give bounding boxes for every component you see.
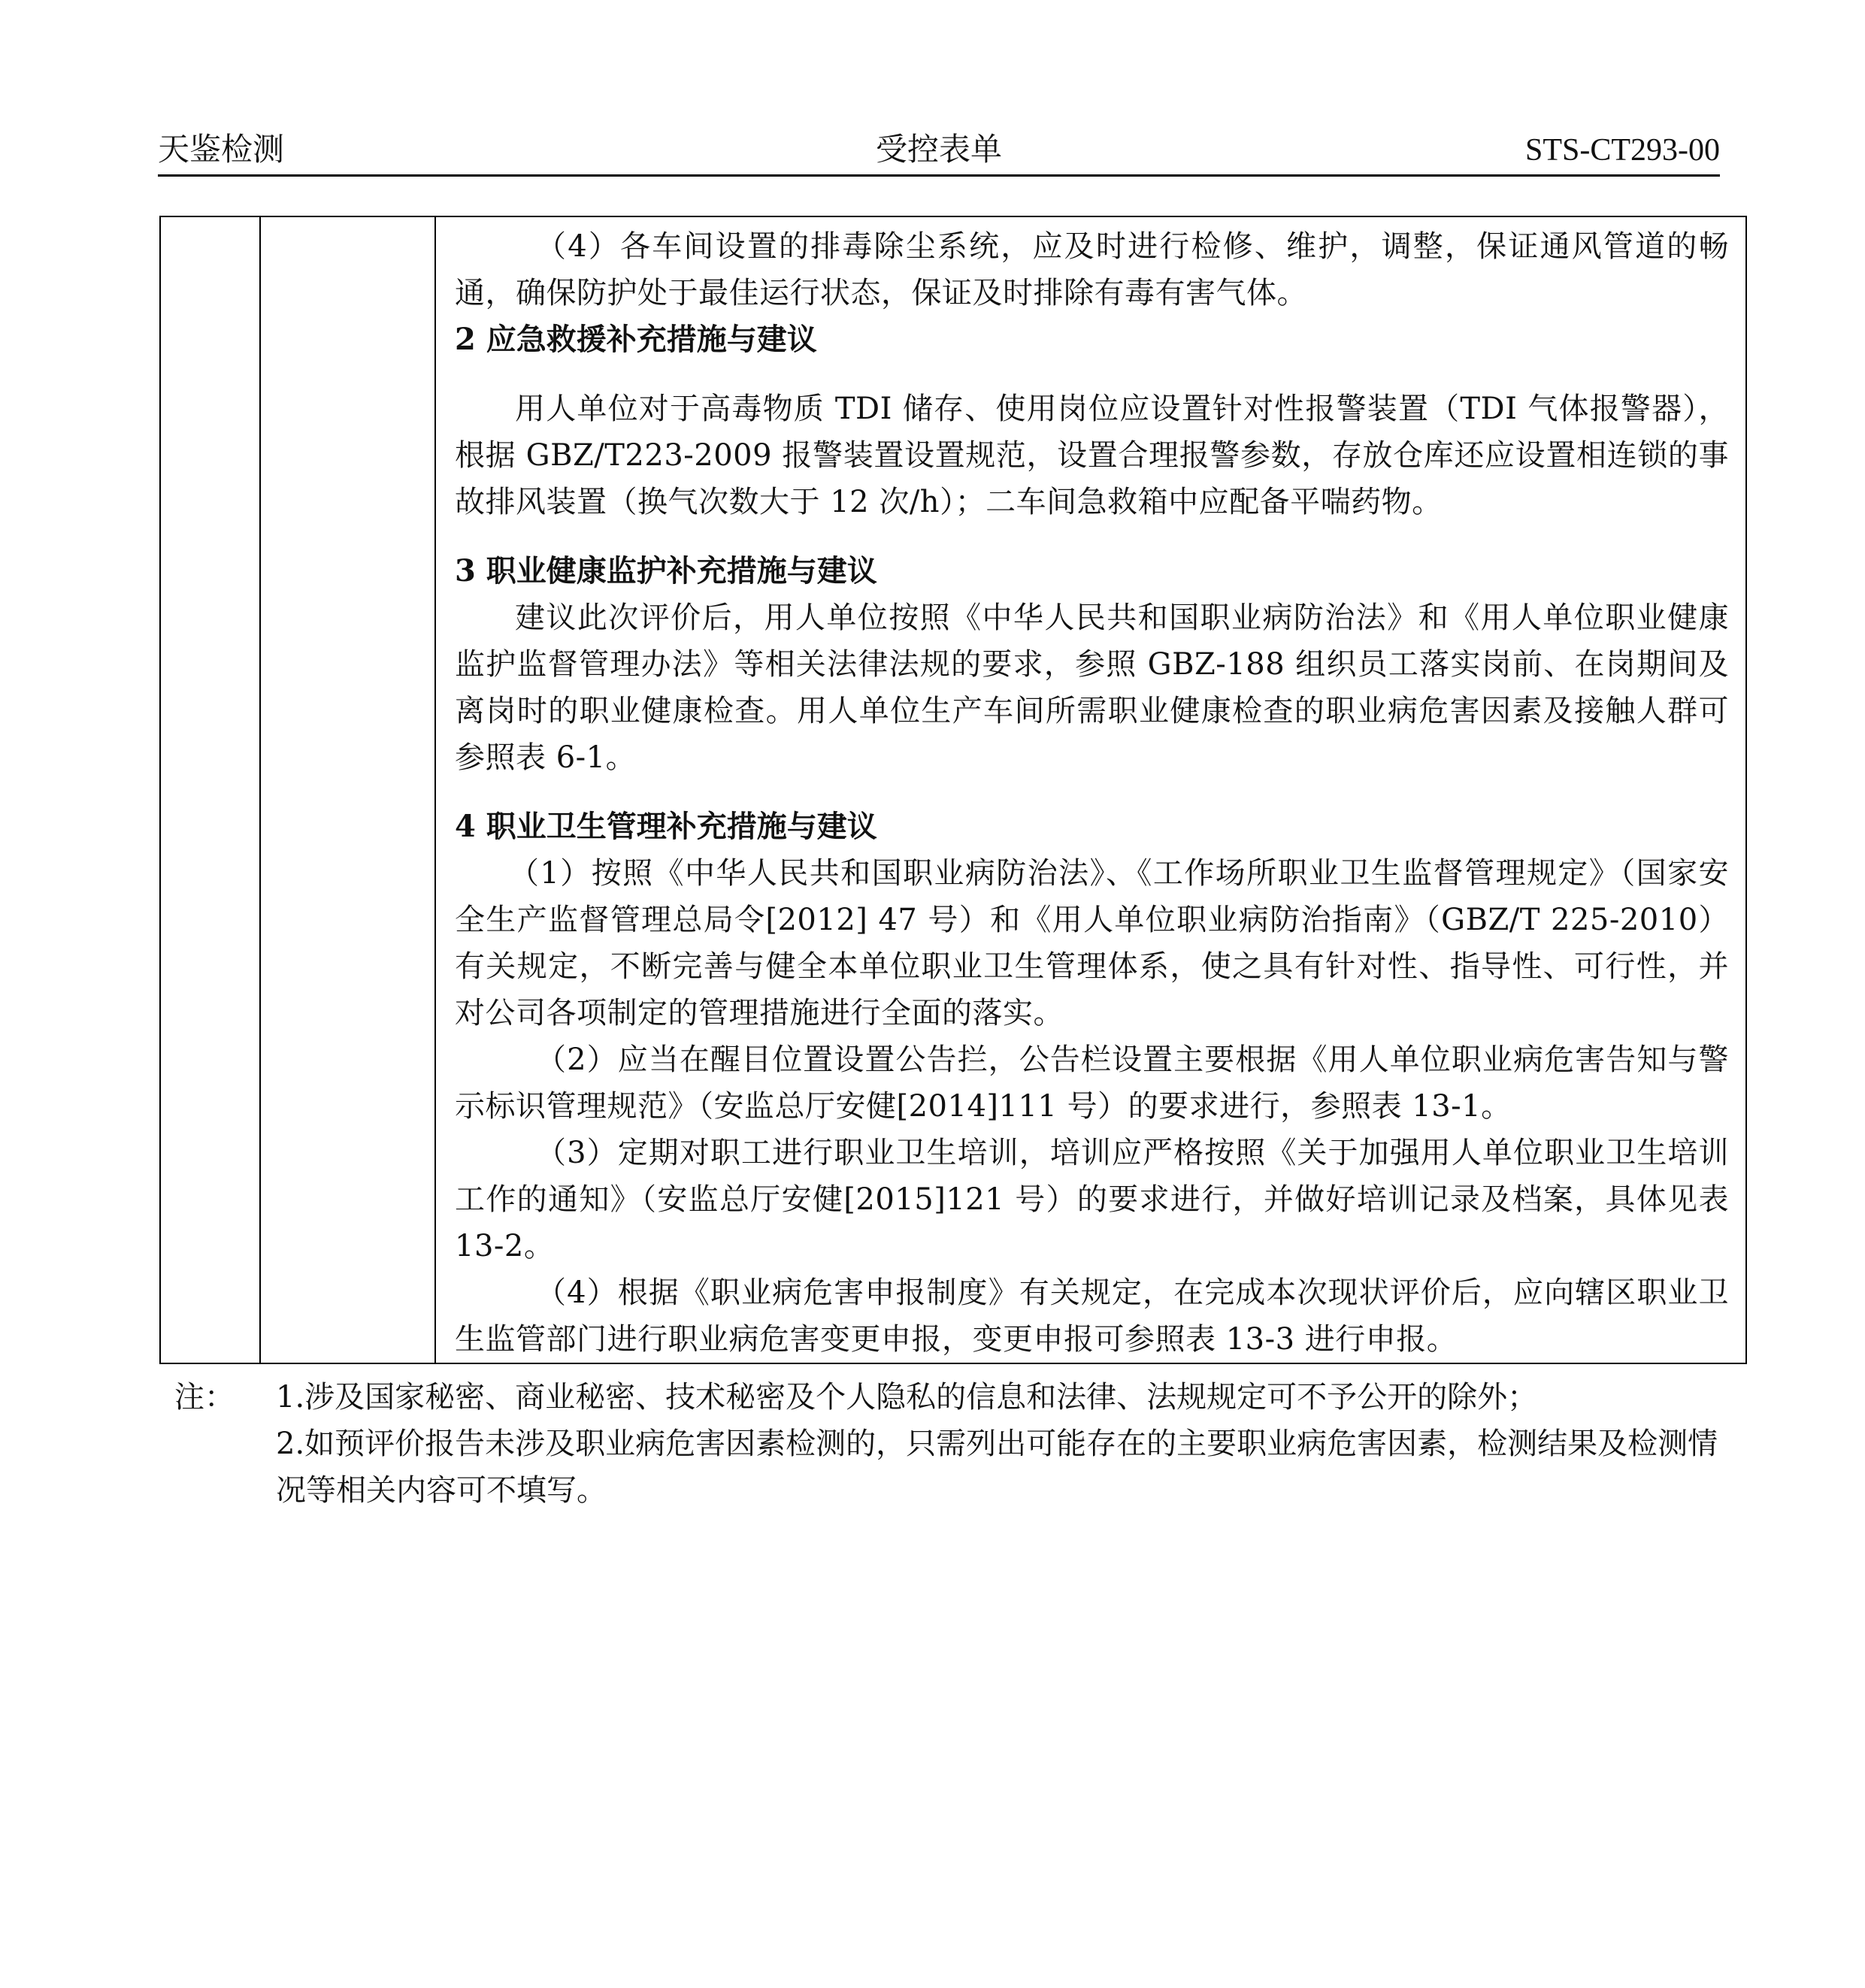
table-row: [160, 216, 1746, 1363]
content-cell: [435, 216, 1746, 1363]
ventilation-paragraph: （4）各车间设置的排毒除尘系统，应及时进行检修、维护，调整，保证通风管道的畅通，确保防护处于最佳运行状态，保证及时排除有毒有害气体。: [455, 229, 1729, 310]
page-header: [158, 129, 1720, 171]
footnote-label: 注：: [174, 1380, 235, 1415]
footnote-item: [174, 1374, 1723, 1421]
footnote-item: [174, 1421, 1723, 1514]
footnote-text-2: 2.如预评价报告未涉及职业病危害因素检测的，只需列出可能存在的主要职业病危害因素，检测结果及检测情况等相关内容可不填写。: [276, 1427, 1718, 1508]
header-company: 天鉴检测: [158, 133, 285, 168]
empty-cell-col1: [160, 216, 260, 1363]
section-heading-emergency: 2 应急救援补充措施与建议: [455, 322, 817, 357]
section-heading-management: 4 职业卫生管理补充措施与建议: [455, 809, 877, 844]
empty-cell-col2: [260, 216, 435, 1363]
measures-table: [159, 216, 1747, 1364]
management-paragraph-4: （4）根据《职业病危害申报制度》有关规定，在完成本次现状评价后，应向辖区职业卫生监管部门进行职业病危害变更申报，变更申报可参照表 13-3 进行申报。: [455, 1275, 1729, 1357]
section-heading-health: 3 职业健康监护补充措施与建议: [455, 553, 877, 589]
health-paragraph: 建议此次评价后，用人单位按照《中华人民共和国职业病防治法》和《用人单位职业健康监护监督管理办法》等相关法律法规的要求，参照 GBZ-188 组织员工落实岗前、在岗期间及离岗时的职业健康检查。用人单位生产车间所需职业健康检查的职业病危害因素及接触人群可参照表 6-1。: [455, 601, 1729, 775]
header-form-code: STS-CT293-00: [1524, 133, 1720, 168]
footnotes: [174, 1374, 1723, 1514]
management-paragraph-2: （2）应当在醒目位置设置公告拦，公告栏设置主要根据《用人单位职业病危害告知与警示标识管理规范》（安监总厅安健[2014]111 号）的要求进行，参照表 13-1。: [455, 1042, 1729, 1124]
footnote-text-1: 1.涉及国家秘密、商业秘密、技术秘密及个人隐私的信息和法律、法规规定可不予公开的除外；: [276, 1380, 1538, 1415]
management-paragraph-3: （3）定期对职工进行职业卫生培训，培训应严格按照《关于加强用人单位职业卫生培训工作的通知》（安监总厅安健[2015]121 号）的要求进行，并做好培训记录及档案，具体见表 13-2。: [455, 1136, 1729, 1263]
emergency-paragraph: 用人单位对于高毒物质 TDI 储存、使用岗位应设置针对性报警装置（TDI 气体报警器），根据 GBZ/T223-2009 报警装置设置规范，设置合理报警参数，存放仓库还应设置相连锁的事故排风装置（换气次数大于 12 次/h）；二车间急救箱中应配备平喘药物。: [455, 392, 1729, 519]
header-divider: [158, 174, 1720, 177]
header-form-type: 受控表单: [875, 133, 1002, 168]
management-paragraph-1: （1）按照《中华人民共和国职业病防治法》、《工作场所职业卫生监督管理规定》（国家安全生产监督管理总局令[2012] 47 号）和《用人单位职业病防治指南》（GBZ/T 225-2010）有关规定，不断完善与健全本单位职业卫生管理体系，使之具有针对性、指导性、可行性，并对公司各项制定的管理措施进行全面的落实。: [455, 856, 1729, 1030]
